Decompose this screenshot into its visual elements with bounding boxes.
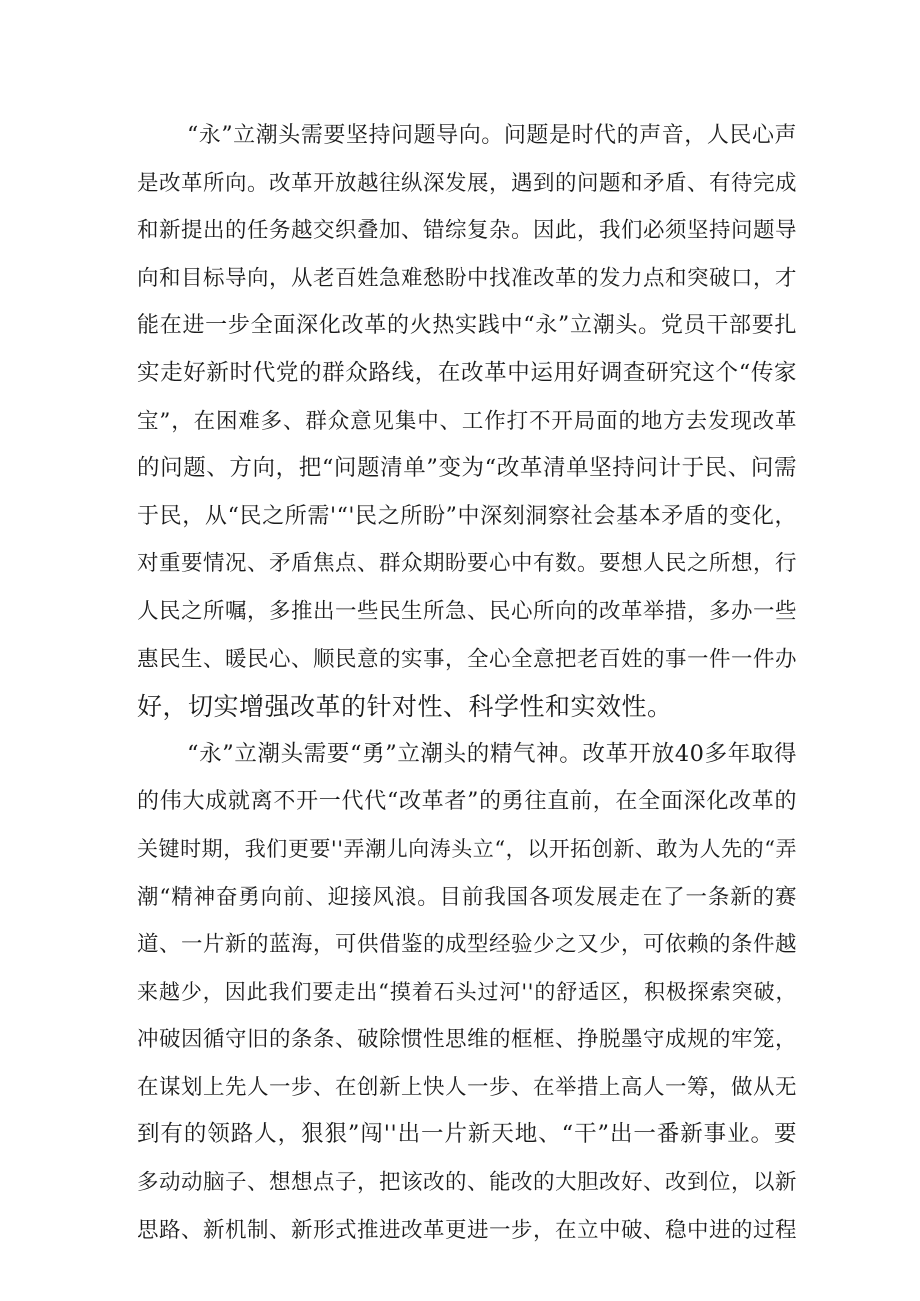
text-line: 在谋划上先人一步、在创新上快人一步、在举措上高人一筹，做从无 — [137, 1074, 798, 1100]
text-line: 的问题、方向，把“问题清单”变为“改革清单坚持问计于民、问需 — [137, 455, 797, 482]
text-line: 于民，从“民之所需'“'民之所盼”中深刻洞察社会基本矛盾的变化， — [137, 503, 797, 529]
text-line: 冲破因循守旧的条条、破除惯性思维的框框、挣脱墨守成规的牢笼， — [137, 1027, 798, 1053]
document-body — [137, 112, 797, 1254]
text-line: 好，切实增强改革的针对性、科学性和实效性。 — [137, 692, 673, 722]
text-line: 向和目标导向，从老百姓急难愁盼中找准改革的发力点和突破口，才 — [137, 265, 798, 291]
text-line: 思路、新机制、新形式推进改革更进一步，在立中破、稳中进的过程 — [137, 1217, 798, 1243]
paragraph-brave-spirit — [137, 731, 797, 1255]
text-line: 潮“精神奋勇向前、迎接风浪。目前我国各项发展走在了一条新的赛 — [137, 884, 797, 910]
text-line: “永”立潮头需要“勇”立潮头的精气神。改革开放40多年取得 — [187, 740, 797, 767]
text-line: 对重要情况、矛盾焦点、群众期盼要心中有数。要想人民之所想，行 — [137, 551, 798, 577]
text-line: 多动动脑子、想想点子，把该改的、能改的大胆改好、改到位，以新 — [137, 1170, 798, 1196]
text-line: 宝”，在困难多、群众意见集中、工作打不开局面的地方去发现改革 — [137, 408, 797, 434]
paragraph-problem-orientation — [137, 112, 797, 731]
text-line: 实走好新时代党的群众路线，在改革中运用好调查研究这个“传家 — [137, 359, 797, 386]
text-line: 关键时期，我们更要''弄潮儿向涛头立“，以开拓创新、敢为人先的“弄 — [137, 836, 797, 861]
text-line: 人民之所嘱，多推出一些民生所急、民心所向的改革举措，多办一些 — [137, 598, 798, 624]
text-line: “永”立潮头需要坚持问题导向。问题是时代的声音，人民心声 — [187, 123, 797, 148]
text-line: 的伟大成就离不开一代代“改革者”的勇往直前，在全面深化改革的 — [137, 789, 797, 815]
text-line: 能在进一步全面深化改革的火热实践中“永”立潮头。党员干部要扎 — [137, 313, 797, 339]
text-line: 来越少，因此我们要走出“摸着石头过河''的舒适区，积极探索突破， — [137, 979, 797, 1004]
text-line: 惠民生、暖民心、顺民意的实事，全心全意把老百姓的事一件一件办 — [137, 646, 798, 672]
text-line: 道、一片新的蓝海，可供借鉴的成型经验少之又少，可依赖的条件越 — [137, 932, 798, 958]
text-line: 和新提出的任务越交织叠加、错综复杂。因此，我们必须坚持问题导 — [137, 218, 798, 244]
text-line: 到有的领路人，狠狠”闯''出一片新天地、“干”出一番新事业。要 — [137, 1121, 797, 1148]
text-line: 是改革所向。改革开放越往纵深发展，遇到的问题和矛盾、有待完成 — [137, 170, 798, 196]
